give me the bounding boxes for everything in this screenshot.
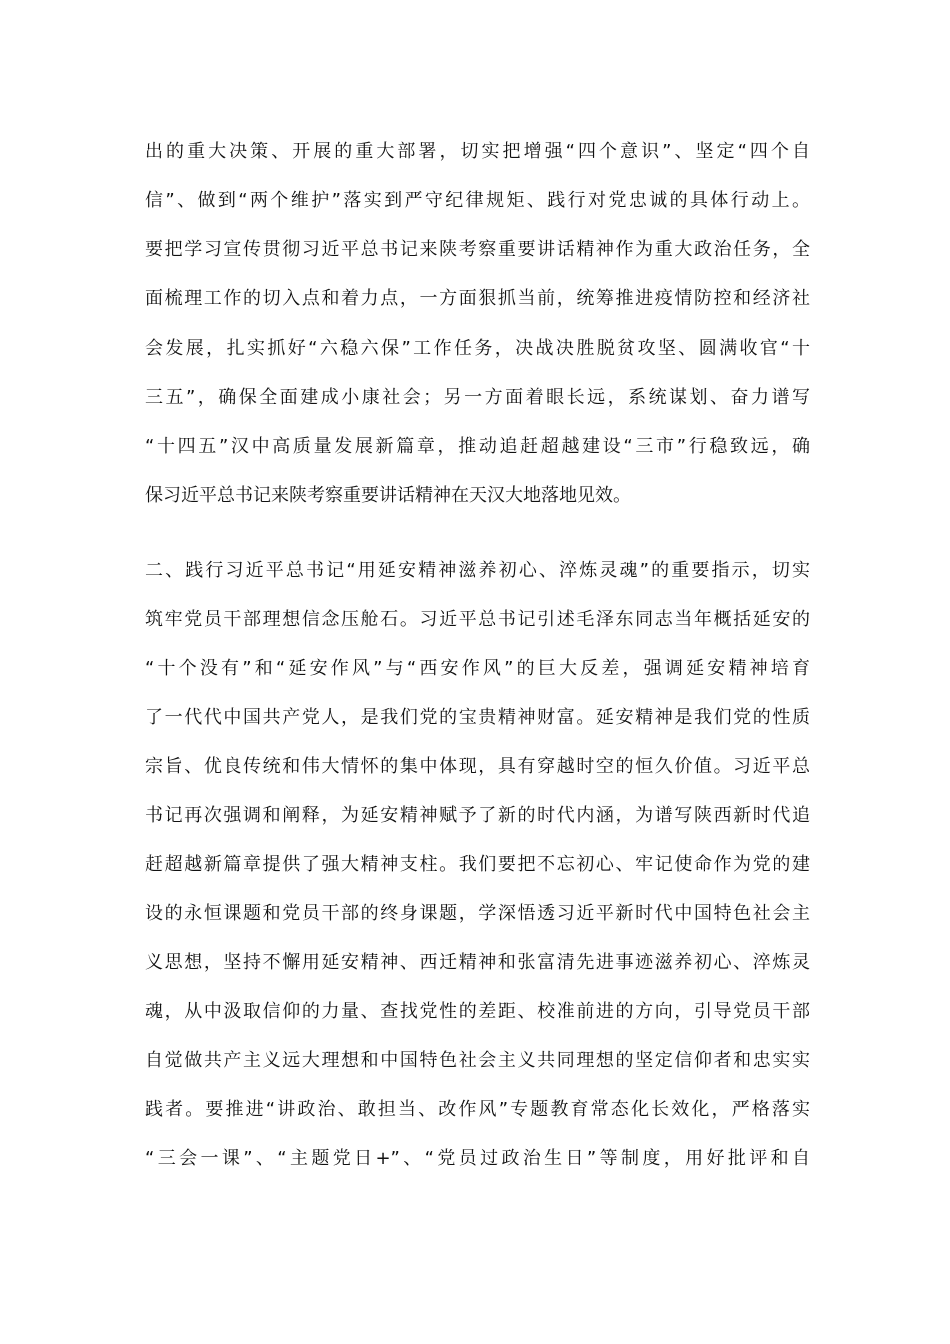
text-line: 义思想，坚持不懈用延安精神、西迁精神和张富清先进事迹滋养初心、淬炼灵 [145, 952, 810, 973]
text-line: 了一代代中国共产党人，是我们党的宝贵精神财富。延安精神是我们党的性质 [145, 707, 810, 728]
text-line: 信”、做到“两个维护”落实到严守纪律规矩、践行对党忠诚的具体行动上。 [145, 190, 810, 211]
text-line: 保习近平总书记来陕考察重要讲话精神在天汉大地落地见效。 [145, 485, 631, 506]
text-line: 出的重大决策、开展的重大部署，切实把增强“四个意识”、坚定“四个自 [145, 141, 810, 162]
text-line: 魂，从中汲取信仰的力量、查找党性的差距、校准前进的方向，引导党员干部 [145, 1001, 810, 1022]
text-line: 三五”，确保全面建成小康社会；另一方面着眼长远，系统谋划、奋力谱写 [145, 387, 810, 408]
text-line: 赶超越新篇章提供了强大精神支柱。我们要把不忘初心、牢记使命作为党的建 [145, 854, 810, 875]
text-line: 宗旨、优良传统和伟大情怀的集中体现，具有穿越时空的恒久价值。习近平总 [145, 756, 810, 777]
text-line: 践者。要推进“讲政治、敢担当、改作风”专题教育常态化长效化，严格落实 [145, 1099, 810, 1120]
text-line: 书记再次强调和阐释，为延安精神赋予了新的时代内涵，为谱写陕西新时代追 [145, 805, 810, 826]
text-line: “三会一课”、“主题党日+”、“党员过政治生日”等制度，用好批评和自 [145, 1148, 810, 1169]
text-line: “十个没有”和“延安作风”与“西安作风”的巨大反差，强调延安精神培育 [145, 658, 810, 679]
text-line: 设的永恒课题和党员干部的终身课题，学深悟透习近平新时代中国特色社会主 [145, 903, 810, 924]
text-line: 会发展，扎实抓好“六稳六保”工作任务，决战决胜脱贫攻坚、圆满收官“十 [145, 338, 810, 359]
text-line: 自觉做共产主义远大理想和中国特色社会主义共同理想的坚定信仰者和忠实实 [145, 1050, 810, 1071]
text-line: 面梳理工作的切入点和着力点，一方面狠抓当前，统筹推进疫情防控和经济社 [145, 288, 810, 309]
text-line: 二、践行习近平总书记“用延安精神滋养初心、淬炼灵魂”的重要指示，切实 [145, 560, 810, 581]
text-line: “十四五”汉中高质量发展新篇章，推动追赶超越建设“三市”行稳致远，确 [145, 436, 810, 457]
text-line: 要把学习宣传贯彻习近平总书记来陕考察重要讲话精神作为重大政治任务，全 [145, 239, 810, 260]
text-line: 筑牢党员干部理想信念压舱石。习近平总书记引述毛泽东同志当年概括延安的 [145, 609, 810, 630]
